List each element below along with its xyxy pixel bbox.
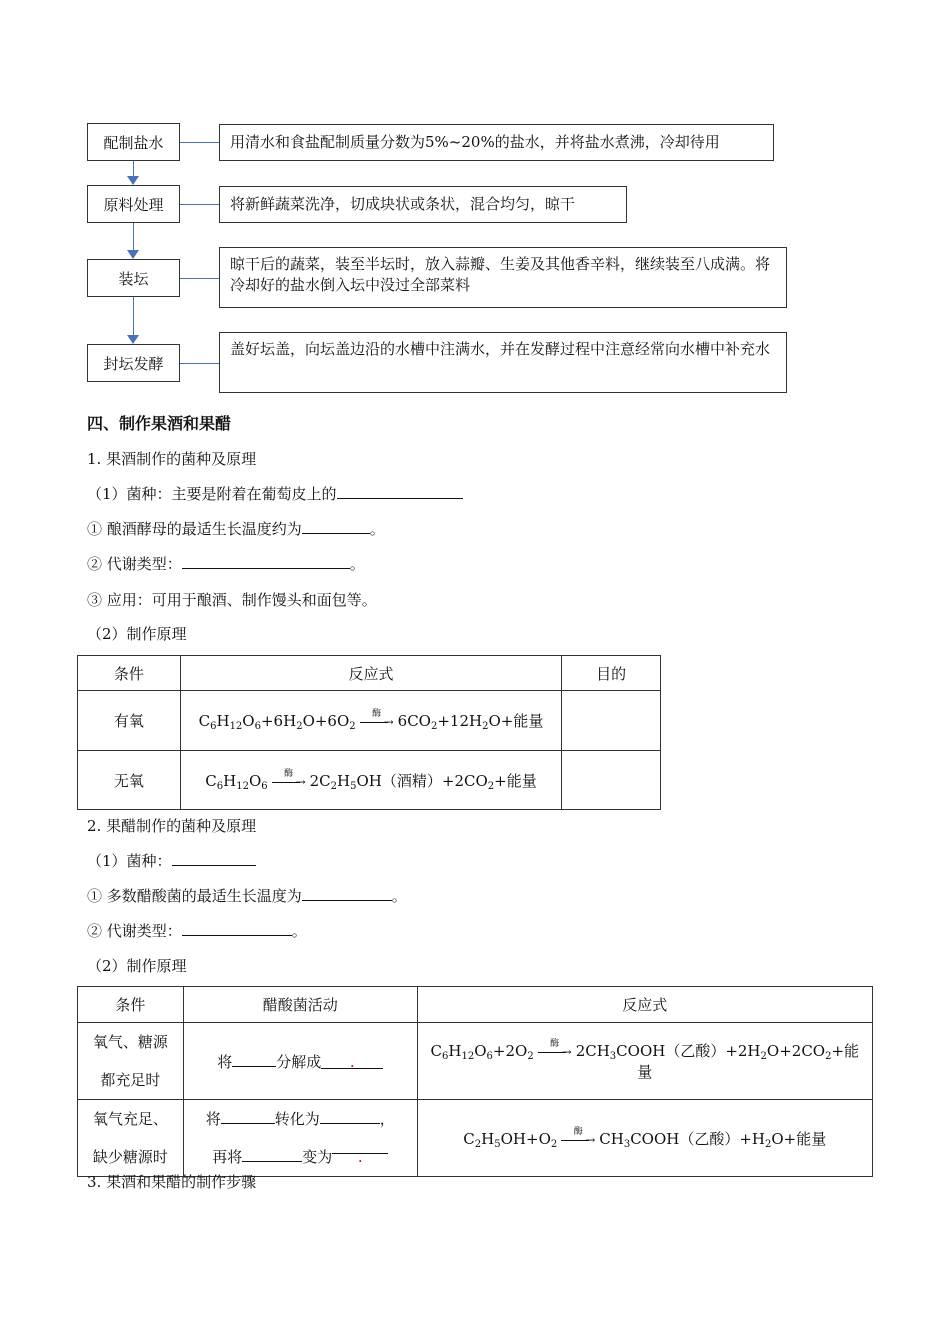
- subsection-title: 1. 果酒制作的菌种及原理: [87, 450, 257, 468]
- application-line: ③ 应用：可用于酿酒、制作馒头和面包等。: [87, 591, 377, 609]
- step-desc-4: 盖好坛盖，向坛盖边沿的水槽中注满水，并在发酵过程中注意经常向水槽中补充水: [219, 332, 787, 393]
- reaction-sugar: $C_6H_{12}O_6+2O_2$ 酶 → $2CH_3COOH$（乙酸）$+2H_2O+2CO_2+$能量: [417, 1023, 872, 1100]
- blank-line: [320, 1108, 380, 1124]
- blank-line: [242, 1146, 302, 1162]
- step-desc-2: 将新鲜蔬菜洗净，切成块状或条状，混合均匀，晾干: [219, 186, 627, 223]
- enzyme-arrow-icon: 酶 →: [360, 715, 394, 729]
- enzyme-arrow-icon: 酶 →: [272, 775, 306, 789]
- blank-line: [182, 920, 292, 936]
- table-header: 反应式: [417, 987, 872, 1023]
- blank-line: .: [332, 1138, 388, 1154]
- step-label: 原料处理: [103, 195, 164, 214]
- step-label: 配制盐水: [103, 133, 164, 152]
- table-cell: 有氧: [78, 691, 181, 751]
- reaction-aerobic: $C_6H_{12}O_6+6H_2O+6O_2$ 酶 → $6CO_2+12H_2O+$能量: [180, 691, 561, 751]
- enzyme-arrow-icon: 酶 →: [561, 1133, 595, 1147]
- table-cell: 氧气、糖源 都充足时: [78, 1023, 184, 1100]
- fermentation-table: [77, 655, 661, 810]
- subsection-title: 2. 果醋制作的菌种及原理: [87, 817, 257, 835]
- activity-cell: 将 转化为 ， 再将 变为 .: [183, 1100, 417, 1177]
- arrow-line: [133, 223, 134, 251]
- step-label: 装坛: [118, 269, 149, 288]
- step-desc-3: 晾干后的蔬菜，装至半坛时，放入蒜瓣、生姜及其他香辛料，继续装至八成满。将冷却好的盐水倒入坛中没过全部菜料: [219, 247, 787, 308]
- connector-line: [180, 204, 219, 205]
- table-cell: 氧气充足、 缺少糖源时: [78, 1100, 184, 1177]
- connector-line: [180, 363, 219, 364]
- step-label: 封坛发酵: [103, 354, 164, 373]
- strain-line: （1）菌种：: [87, 850, 256, 871]
- step-box-2: [87, 185, 180, 223]
- step-box-1: [87, 123, 180, 161]
- section-heading: 四、制作果酒和果醋: [87, 414, 232, 433]
- blank-line: [302, 518, 370, 534]
- blank-line: [232, 1051, 276, 1067]
- reaction-ethanol: $C_2H_5OH+O_2$ 酶 → $CH_3COOH$（乙酸）$+H_2O+$能量: [417, 1100, 872, 1177]
- table-cell: [562, 751, 661, 810]
- temperature-line: ① 酿酒酵母的最适生长温度约为 。: [87, 520, 385, 538]
- step-desc-1: 用清水和食盐配制质量分数为5%~20%的盐水，并将盐水煮沸，冷却待用: [219, 124, 774, 161]
- arrow-line: [133, 297, 134, 336]
- enzyme-arrow-icon: 酶 →: [538, 1045, 572, 1059]
- blank-line: [221, 1108, 275, 1124]
- blank-line: [337, 483, 463, 499]
- step-box-4: [87, 344, 180, 382]
- table-cell: 无氧: [78, 751, 181, 810]
- subsection-title: 3. 果酒和果醋的制作步骤: [87, 1173, 257, 1191]
- reaction-anaerobic: $C_6H_{12}O_6$ 酶 → $2C_2H_5OH$（酒精）$+2CO_2+$能量: [180, 751, 561, 810]
- temperature-line: ① 多数醋酸菌的最适生长温度为 。: [87, 887, 407, 905]
- table-header: 条件: [78, 987, 184, 1023]
- activity-cell: 将 分解成 .: [183, 1023, 417, 1100]
- table-header: 反应式: [180, 656, 561, 691]
- blank-line: [182, 553, 350, 569]
- arrow-down-icon: [127, 250, 139, 259]
- strain-line: （1）菌种：主要是附着在葡萄皮上的: [87, 483, 463, 504]
- connector-line: [180, 278, 219, 279]
- arrow-down-icon: [127, 335, 139, 344]
- blank-line: [302, 885, 392, 901]
- table-cell: [562, 691, 661, 751]
- principle-title: （2）制作原理: [87, 625, 187, 643]
- arrow-line: [133, 161, 134, 177]
- connector-line: [180, 142, 219, 143]
- metabolism-line: ② 代谢类型： 。: [87, 922, 307, 940]
- arrow-down-icon: [127, 176, 139, 185]
- step-box-3: [87, 259, 180, 297]
- table-header: 醋酸菌活动: [183, 987, 417, 1023]
- metabolism-line: ② 代谢类型： 。: [87, 555, 365, 573]
- acetic-table: [77, 986, 873, 1177]
- table-header: 目的: [562, 656, 661, 691]
- table-header: 条件: [78, 656, 181, 691]
- blank-line: .: [321, 1053, 383, 1069]
- blank-line: [172, 850, 256, 866]
- principle-title: （2）制作原理: [87, 957, 187, 975]
